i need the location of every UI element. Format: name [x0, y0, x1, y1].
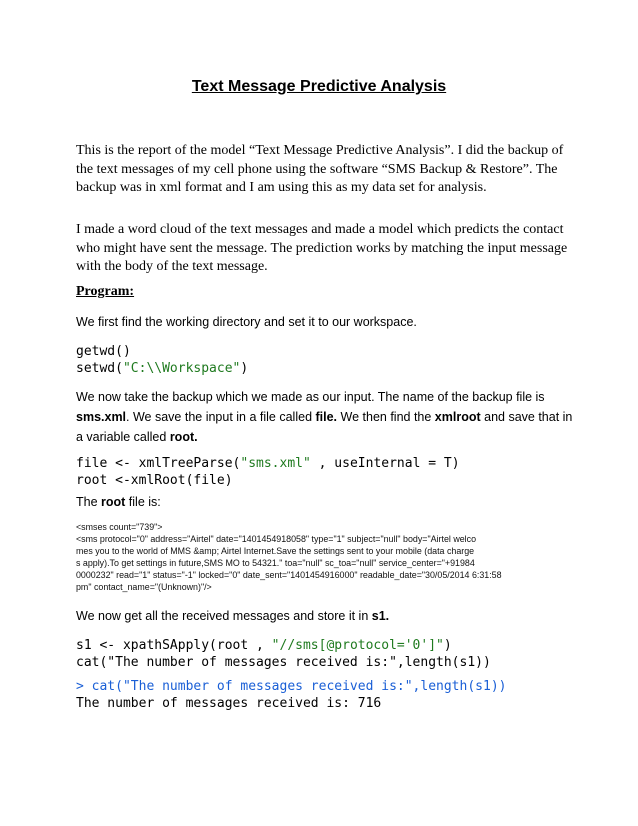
file-name: sms.xml — [76, 410, 127, 424]
xml-output-block — [76, 521, 576, 593]
code-block-parse — [76, 455, 576, 489]
code-block-setwd — [76, 343, 576, 377]
xml-line: s apply).To get settings in future,SMS MO to 54321." toa="null" sc_toa="null" service_center="+91984 — [76, 558, 475, 568]
code-line: s1 <- xpathSApply(root , "//sms[@protocol='0']") — [76, 638, 452, 653]
console-output — [76, 678, 576, 712]
code-line: getwd() — [76, 344, 131, 359]
xml-line: <sms protocol="0" address="Airtel" date="1401454918058" type="1" subject="null" body="Airtel welco — [76, 534, 477, 544]
program-heading: Program: — [76, 284, 135, 299]
intro-paragraph: This is the report of the model “Text Message Predictive Analysis”. I did the backup of the text messages of my cell phone using the software “SMS Backup & Restore”. The backup was in xml format and I am using this as my data set for analysis. — [76, 143, 564, 195]
var-xmlroot: xmlroot — [434, 410, 481, 424]
step-load-backup: We now take the backup which we made as our input. The name of the backup file is sms.xml. We save the input in a file called file. We then find the xmlroot and save that in a variable called root. — [76, 390, 573, 444]
console-prompt: > — [76, 679, 84, 694]
var-root: root. — [169, 430, 198, 444]
step-root-file: The root file is: — [76, 495, 161, 509]
code-line: root <-xmlRoot(file) — [76, 473, 233, 488]
xml-line: pm" contact_name="(Unknown)"/> — [76, 582, 212, 592]
xml-line: mes you to the world of MMS &amp; Airtel Internet.Save the settings sent to your mobile (data charge — [76, 546, 475, 556]
code-line: setwd("C:\\Workspace") — [76, 361, 249, 376]
step-working-directory: We first find the working directory and set it to our workspace. — [76, 315, 417, 329]
code-line: file <- xmlTreeParse("sms.xml" , useInternal = T) — [76, 456, 460, 471]
page-title: Text Message Predictive Analysis — [191, 78, 447, 95]
var-file: file. — [315, 410, 338, 424]
console-command-line: > cat("The number of messages received is:",length(s1)) — [76, 679, 507, 694]
xml-line: <smses count="739"> — [76, 522, 163, 532]
code-block-xpath — [76, 637, 576, 671]
console-result: The number of messages received is: 716 — [76, 696, 382, 711]
code-line: cat("The number of messages received is:",length(s1)) — [76, 655, 491, 670]
xml-line: 0000232" read="1" status="-1" locked="0" date_sent="1401454916000" readable_date="30/05/2014 6:31:58 — [76, 570, 502, 580]
step-received-messages: We now get all the received messages and store it in s1. — [76, 609, 390, 623]
model-paragraph: I made a word cloud of the text messages and made a model which predicts the contact who might have sent the message. The prediction works by matching the input message with the body of the text message. — [76, 222, 568, 274]
